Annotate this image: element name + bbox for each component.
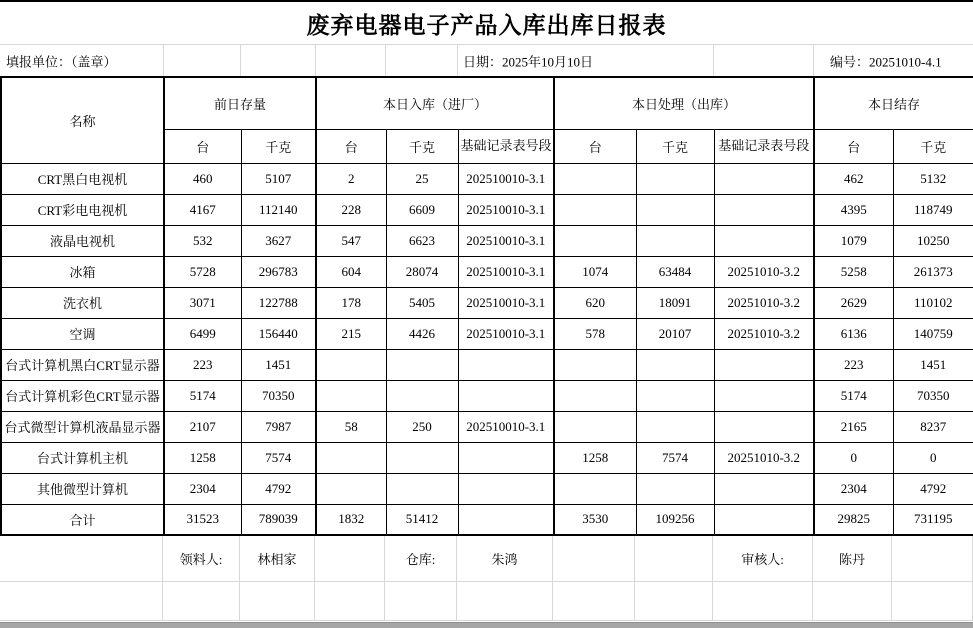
data-cell[interactable] [554,473,636,504]
row-name-cell[interactable]: 空调 [1,318,164,349]
data-cell[interactable]: 4167 [164,194,241,225]
data-cell[interactable]: 4792 [893,473,973,504]
data-cell[interactable]: 462 [814,163,893,194]
data-cell[interactable]: 5258 [814,256,893,287]
data-cell[interactable]: 604 [316,256,386,287]
data-cell[interactable] [636,473,714,504]
gridline [457,45,458,76]
grid-cell[interactable] [713,582,813,621]
outbound-group-header[interactable]: 本日处理（出库） [554,77,814,129]
report-date-label[interactable]: 日期：2025年10月10日 [461,51,595,70]
data-cell[interactable] [714,349,814,380]
row-name-cell[interactable]: 冰箱 [1,256,164,287]
grid-cell[interactable] [553,536,635,582]
grid-cell[interactable] [892,536,973,582]
grid-cell[interactable] [0,582,163,621]
data-cell[interactable] [636,225,714,256]
table-row [1,318,973,349]
data-cell[interactable] [714,225,814,256]
row-name-cell[interactable]: 台式微型计算机液晶显示器 [1,411,164,442]
subheader-cell[interactable]: 台 [814,129,893,163]
data-cell[interactable]: 25 [386,163,458,194]
data-cell[interactable] [458,442,554,473]
data-cell[interactable]: 5174 [814,380,893,411]
gridline [385,45,386,76]
data-cell[interactable] [714,380,814,411]
table-row [1,349,973,380]
data-cell[interactable]: 789039 [241,504,316,535]
data-cell[interactable]: 228 [316,194,386,225]
data-cell[interactable]: 4395 [814,194,893,225]
data-cell[interactable] [636,349,714,380]
data-cell[interactable]: 578 [554,318,636,349]
data-cell[interactable] [316,349,386,380]
data-cell[interactable]: 109256 [636,504,714,535]
data-cell[interactable]: 1079 [814,225,893,256]
data-cell[interactable] [636,163,714,194]
data-cell[interactable]: 3530 [554,504,636,535]
grid-cell[interactable] [0,536,163,582]
row-name-cell[interactable]: CRT黑白电视机 [1,163,164,194]
data-cell[interactable]: 620 [554,287,636,318]
signature-cell[interactable]: 陈丹 [813,536,892,582]
data-cell[interactable]: 5728 [164,256,241,287]
data-cell[interactable]: 731195 [893,504,973,535]
data-cell[interactable]: 223 [814,349,893,380]
data-cell[interactable] [458,380,554,411]
table-row [1,287,973,318]
data-cell[interactable]: 202510010-3.1 [458,256,554,287]
data-cell[interactable]: 6623 [386,225,458,256]
data-cell[interactable]: 122788 [241,287,316,318]
data-cell[interactable]: 5132 [893,163,973,194]
data-cell[interactable]: 202510010-3.1 [458,318,554,349]
name-column-header[interactable]: 名称 [1,77,164,163]
data-cell[interactable] [386,380,458,411]
data-cell[interactable]: 202510010-3.1 [458,225,554,256]
grid-cell[interactable] [635,582,713,621]
data-cell[interactable] [554,194,636,225]
grid-cell[interactable] [163,582,240,621]
data-cell[interactable]: 1074 [554,256,636,287]
data-cell[interactable]: 532 [164,225,241,256]
data-cell[interactable]: 31523 [164,504,241,535]
data-cell[interactable]: 7987 [241,411,316,442]
gridline [163,45,164,76]
table-row [1,411,973,442]
data-cell[interactable]: 460 [164,163,241,194]
data-cell[interactable]: 2 [316,163,386,194]
data-cell[interactable]: 63484 [636,256,714,287]
reporting-unit-label[interactable]: 填报单位：（盖章） [4,51,119,70]
subheader-cell[interactable]: 基础记录表号段 [458,129,554,163]
gridline [813,45,814,76]
data-cell[interactable]: 0 [814,442,893,473]
data-cell[interactable] [714,411,814,442]
data-cell[interactable]: 250 [386,411,458,442]
row-name-cell[interactable]: 台式计算机主机 [1,442,164,473]
data-cell[interactable]: 20251010-3.2 [714,287,814,318]
data-cell[interactable]: 178 [316,287,386,318]
data-cell[interactable]: 1258 [554,442,636,473]
data-cell[interactable]: 3627 [241,225,316,256]
subheader-cell[interactable]: 台 [554,129,636,163]
subheader-cell[interactable]: 台 [316,129,386,163]
data-cell[interactable]: 1258 [164,442,241,473]
data-cell[interactable]: 2165 [814,411,893,442]
grid-cell[interactable] [635,536,713,582]
data-cell[interactable]: 2107 [164,411,241,442]
data-cell[interactable]: 70350 [893,380,973,411]
table-row [1,163,973,194]
grid-cell[interactable] [240,582,315,621]
data-cell[interactable]: 5405 [386,287,458,318]
data-cell[interactable] [714,504,814,535]
signature-cell[interactable]: 审核人: [713,536,813,582]
data-cell[interactable] [316,380,386,411]
data-cell[interactable]: 140759 [893,318,973,349]
table-row [1,380,973,411]
data-cell[interactable] [636,411,714,442]
data-cell[interactable] [458,504,554,535]
data-cell[interactable]: 118749 [893,194,973,225]
row-name-cell[interactable]: 其他微型计算机 [1,473,164,504]
group-header-row [1,77,973,129]
signature-cell[interactable]: 仓库: [385,536,457,582]
data-cell[interactable] [636,194,714,225]
data-cell[interactable]: 8237 [893,411,973,442]
data-cell[interactable] [554,411,636,442]
data-cell[interactable]: 70350 [241,380,316,411]
grid-cell[interactable] [385,582,457,621]
data-cell[interactable]: 4792 [241,473,316,504]
table-body [1,163,973,535]
grid-cell[interactable] [315,582,385,621]
row-name-cell[interactable]: 台式计算机黑白CRT显示器 [1,349,164,380]
data-cell[interactable] [386,442,458,473]
data-cell[interactable]: 223 [164,349,241,380]
data-cell[interactable] [714,163,814,194]
data-cell[interactable]: 202510010-3.1 [458,163,554,194]
table-row [1,256,973,287]
data-cell[interactable]: 2629 [814,287,893,318]
report-code-label[interactable]: 编号：20251010-4.1 [828,51,944,70]
gridline [240,45,241,76]
row-name-cell[interactable]: 液晶电视机 [1,225,164,256]
data-cell[interactable] [554,349,636,380]
data-cell[interactable] [316,442,386,473]
data-cell[interactable]: 5107 [241,163,316,194]
subheader-cell[interactable]: 基础记录表号段 [714,129,814,163]
table-row [1,194,973,225]
subheader-cell[interactable]: 台 [164,129,241,163]
data-cell[interactable] [458,349,554,380]
table-row [1,504,973,535]
data-cell[interactable]: 1832 [316,504,386,535]
grid-cell[interactable] [553,582,635,621]
data-cell[interactable]: 7574 [636,442,714,473]
subheader-cell[interactable]: 千克 [893,129,973,163]
data-cell[interactable]: 58 [316,411,386,442]
data-cell[interactable]: 1451 [893,349,973,380]
row-name-cell[interactable]: 合计 [1,504,164,535]
data-cell[interactable]: 20107 [636,318,714,349]
data-cell[interactable]: 202510010-3.1 [458,194,554,225]
data-cell[interactable]: 7574 [241,442,316,473]
prev-stock-group-header[interactable]: 前日存量 [164,77,316,129]
data-cell[interactable]: 3071 [164,287,241,318]
data-cell[interactable]: 6136 [814,318,893,349]
data-cell[interactable] [386,349,458,380]
data-cell[interactable]: 112140 [241,194,316,225]
data-cell[interactable]: 4426 [386,318,458,349]
empty-grid-row [0,582,973,621]
subheader-cell[interactable]: 千克 [636,129,714,163]
table-row [1,473,973,504]
data-cell[interactable]: 156440 [241,318,316,349]
data-cell[interactable]: 51412 [386,504,458,535]
data-cell[interactable] [458,473,554,504]
signature-cell[interactable]: 朱鸿 [457,536,553,582]
data-cell[interactable]: 5174 [164,380,241,411]
table-row [1,442,973,473]
gridline [315,45,316,76]
grid-cell[interactable] [315,536,385,582]
grid-cell[interactable] [813,582,892,621]
data-cell[interactable]: 6609 [386,194,458,225]
page-title: 废弃电器电子产品入库出库日报表 [306,12,667,38]
data-cell[interactable]: 1451 [241,349,316,380]
data-cell[interactable]: 20251010-3.2 [714,256,814,287]
data-cell[interactable]: 261373 [893,256,973,287]
subheader-cell[interactable]: 千克 [241,129,316,163]
data-cell[interactable] [316,473,386,504]
inbound-group-header[interactable]: 本日入库（进厂） [316,77,554,129]
data-cell[interactable]: 202510010-3.1 [458,411,554,442]
row-name-cell[interactable]: CRT彩电电视机 [1,194,164,225]
data-cell[interactable]: 6499 [164,318,241,349]
grid-cell[interactable] [892,582,973,621]
grid-cell[interactable] [457,582,553,621]
data-cell[interactable]: 215 [316,318,386,349]
horizontal-scrollbar[interactable] [0,622,973,628]
data-cell[interactable]: 202510010-3.1 [458,287,554,318]
info-row [0,45,973,76]
table-row [1,225,973,256]
row-name-cell[interactable]: 台式计算机彩色CRT显示器 [1,380,164,411]
row-name-cell[interactable]: 洗衣机 [1,287,164,318]
data-cell[interactable] [386,473,458,504]
signature-cell[interactable]: 林相家 [240,536,315,582]
data-cell[interactable] [554,163,636,194]
data-cell[interactable]: 296783 [241,256,316,287]
signature-row [0,536,973,582]
data-cell[interactable]: 28074 [386,256,458,287]
data-cell[interactable]: 0 [893,442,973,473]
balance-group-header[interactable]: 本日结存 [814,77,973,129]
data-cell[interactable]: 110102 [893,287,973,318]
data-cell[interactable]: 20251010-3.2 [714,442,814,473]
daily-report-table [0,76,973,536]
data-cell[interactable] [714,473,814,504]
data-cell[interactable] [554,380,636,411]
data-cell[interactable]: 547 [316,225,386,256]
subheader-cell[interactable]: 千克 [386,129,458,163]
data-cell[interactable] [714,194,814,225]
data-cell[interactable]: 2304 [814,473,893,504]
data-cell[interactable] [636,380,714,411]
signature-cell[interactable]: 领料人: [163,536,240,582]
data-cell[interactable]: 18091 [636,287,714,318]
data-cell[interactable] [554,225,636,256]
data-cell[interactable]: 10250 [893,225,973,256]
data-cell[interactable]: 2304 [164,473,241,504]
data-cell[interactable]: 20251010-3.2 [714,318,814,349]
title-row [0,2,973,45]
gridline [713,45,714,76]
data-cell[interactable]: 29825 [814,504,893,535]
